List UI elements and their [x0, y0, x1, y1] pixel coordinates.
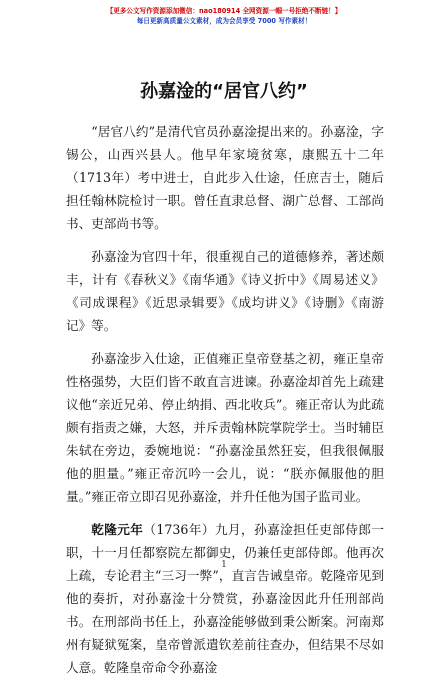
paragraph-3: 孙嘉淦步入仕途，正值雍正皇帝登基之初，雍正皇帝性格强势，大臣们皆不敢直言进谏。孙嘉淦却首先上疏建议他“亲近兄弟、停止纳捐、西北收兵”。雍正帝认为此疏颇有指责之嫌，大怒，并斥责翰林院掌院学士。当时辅臣朱轼在旁边，委婉地说：“孙嘉淦虽然狂妄，但我很佩服他的胆量。”雍正帝沉吟一会儿，说：“朕亦佩服他的胆量。”雍正帝立即召见孙嘉淦，并升任他为国子监司业。 — [66, 351, 384, 504]
promo-banner-line-1: 【更多公文写作资源添加微信：nao180914 全网资源一帼一号拒绝不断链！】 — [106, 7, 342, 15]
paragraph-2: 孙嘉淦为官四十年，很重视自己的道德修养，著述颇丰，计有《春秋义》《南华通》《诗义折中》《周易述义》《司成课程》《近思录辑要》《成均讲义》《诗删》《南游记》等。 — [66, 249, 384, 333]
paragraph-4 — [66, 518, 384, 679]
article-title: 孙嘉淦的“居官八约” — [140, 81, 308, 102]
promo-banner — [0, 6, 448, 26]
paragraph-4-text: （1736年）九月，孙嘉淦担任吏部侍郎一职，十一月任都察院左都御史，仍兼任吏部侍郎。他再次上疏，专论君主“三习一弊”，直言告诫皇帝。乾隆帝见到他的奏折，对孙嘉淦十分赞赏，孙嘉淦因此升任刑部尚书。在刑部尚书任上，孙嘉淦能够做到秉公断案。河南郑州有疑狱冤案，皇帝曾派遣钦差前往查办，但结果不尽如人意。乾隆皇帝命令孙嘉淦 — [66, 522, 384, 675]
page-number: 1 — [221, 560, 227, 570]
paragraph-4-year: 乾隆元年 — [91, 522, 144, 537]
paragraph-1: “居官八约”是清代官员孙嘉淦提出来的。孙嘉淦，字锡公，山西兴县人。他早年家境贫寒，康熙五十二年（1713年）考中进士，自此步入仕途，任庶吉士，随后担任翰林院检讨一职。曾任直隶总督、湖广总督、工部尚书、吏部尚书等。 — [66, 124, 384, 231]
promo-banner-line-2: 每日更新高质量公文素材，成为会员享受 7000 写作素材！ — [136, 17, 312, 25]
article-body — [66, 120, 384, 679]
